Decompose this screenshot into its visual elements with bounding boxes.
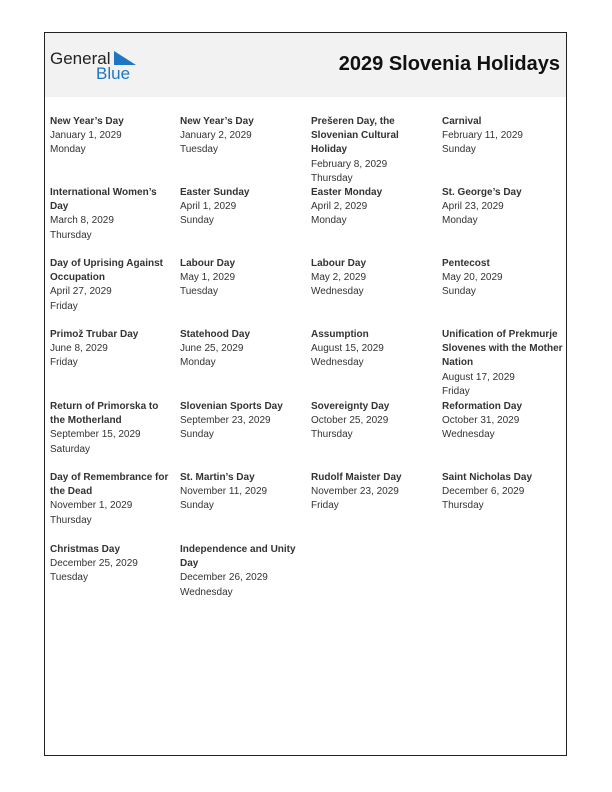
holiday-item [442, 115, 564, 158]
holiday-item [180, 543, 302, 600]
holiday-weekday: Wednesday [442, 429, 495, 441]
holiday-date: February 11, 2029 [442, 130, 523, 142]
holiday-item [442, 471, 564, 514]
holiday-date: May 20, 2029 [442, 272, 503, 284]
holiday-weekday: Monday [50, 144, 86, 156]
holiday-date: April 27, 2029 [50, 286, 112, 298]
holiday-weekday: Tuesday [180, 144, 218, 156]
holiday-item [180, 471, 302, 514]
holiday-name: Statehood Day [180, 329, 251, 340]
holiday-item [442, 186, 564, 229]
holiday-weekday: Monday [311, 215, 347, 227]
holiday-weekday: Monday [180, 357, 216, 369]
holiday-name: Labour Day [311, 258, 367, 269]
holiday-weekday: Thursday [50, 514, 92, 526]
holiday-name: Slovenian Sports Day [180, 401, 283, 412]
holiday-date: January 1, 2029 [50, 130, 122, 142]
holiday-name: Carnival [442, 116, 482, 127]
holiday-weekday: Sunday [180, 215, 214, 227]
holiday-weekday: Sunday [180, 500, 214, 512]
holiday-weekday: Thursday [311, 429, 353, 441]
calendar-page [44, 32, 567, 756]
holiday-date: February 8, 2029 [311, 158, 388, 170]
holiday-name: Easter Monday [311, 187, 383, 198]
holiday-name: Saint Nicholas Day [442, 472, 533, 483]
brand-logo [50, 49, 150, 83]
holiday-item [50, 328, 172, 371]
holiday-item [311, 471, 433, 514]
holiday-date: November 11, 2029 [180, 486, 268, 498]
holiday-name: Assumption [311, 329, 369, 340]
holiday-weekday: Saturday [50, 443, 91, 455]
holiday-name: Unification of Prekmurje Slovenes with the Mother Nation [442, 329, 563, 369]
holiday-name: Primož Trubar Day [50, 329, 139, 340]
holiday-item [311, 115, 433, 186]
holiday-name: New Year’s Day [180, 116, 254, 127]
holiday-date: April 23, 2029 [442, 201, 504, 213]
holiday-weekday: Thursday [442, 500, 484, 512]
holiday-date: May 1, 2029 [180, 272, 236, 284]
holiday-date: September 23, 2029 [180, 415, 271, 427]
page-title: 2029 Slovenia Holidays [338, 53, 560, 75]
holiday-item [311, 328, 433, 371]
holiday-date: April 1, 2029 [180, 201, 237, 213]
holiday-date: August 15, 2029 [311, 343, 384, 355]
holiday-date: November 23, 2029 [311, 486, 399, 498]
holiday-date: December 25, 2029 [50, 558, 138, 570]
holiday-name: Easter Sunday [180, 187, 250, 198]
holiday-item [50, 400, 172, 457]
holiday-date: January 2, 2029 [180, 130, 252, 142]
holiday-name: St. George’s Day [442, 187, 522, 198]
logo-text-blue: Blue [96, 64, 131, 83]
holiday-item [180, 115, 302, 158]
holiday-name: Sovereignty Day [311, 401, 390, 412]
holiday-name: Pentecost [442, 258, 490, 269]
holiday-weekday: Friday [442, 385, 470, 397]
holiday-weekday: Thursday [50, 229, 92, 241]
holiday-name: Day of Remembrance for the Dead [50, 472, 169, 498]
holiday-name: Rudolf Maister Day [311, 472, 402, 483]
holiday-item [180, 400, 302, 443]
holiday-weekday: Sunday [442, 144, 476, 156]
holiday-date: August 17, 2029 [442, 371, 515, 383]
holiday-weekday: Friday [50, 357, 78, 369]
logo-text-general: General [50, 49, 111, 68]
holiday-date: April 2, 2029 [311, 201, 368, 213]
holiday-date: June 25, 2029 [180, 343, 244, 355]
holiday-date: December 6, 2029 [442, 486, 525, 498]
holiday-name: Day of Uprising Against Occupation [50, 258, 163, 284]
holiday-weekday: Friday [50, 300, 78, 312]
holiday-item [180, 328, 302, 371]
holiday-weekday: Tuesday [180, 286, 218, 298]
holiday-weekday: Thursday [311, 172, 353, 184]
holiday-date: December 26, 2029 [180, 572, 268, 584]
holiday-date: March 8, 2029 [50, 215, 114, 227]
holiday-name: Reformation Day [442, 401, 523, 412]
holiday-name: Christmas Day [50, 544, 121, 555]
holiday-name: New Year’s Day [50, 116, 124, 127]
holiday-item [50, 186, 172, 243]
holiday-item [311, 400, 433, 443]
holiday-item [50, 471, 172, 528]
holiday-item [180, 186, 302, 229]
holiday-item [50, 115, 172, 158]
holiday-name: International Women’s Day [50, 187, 157, 213]
holiday-weekday: Monday [442, 215, 478, 227]
holiday-name: Independence and Unity Day [180, 544, 296, 570]
holiday-name: Labour Day [180, 258, 236, 269]
holiday-name: Prešeren Day, the Slovenian Cultural Holiday [311, 116, 399, 156]
holiday-item [50, 543, 172, 586]
holiday-date: May 2, 2029 [311, 272, 367, 284]
holiday-date: October 25, 2029 [311, 415, 389, 427]
holiday-item [442, 257, 564, 300]
page-header [45, 33, 566, 97]
holiday-item [180, 257, 302, 300]
holiday-weekday: Friday [311, 500, 339, 512]
holiday-item [311, 186, 433, 229]
holiday-weekday: Wednesday [311, 286, 364, 298]
holiday-weekday: Wednesday [311, 357, 364, 369]
holiday-name: St. Martin’s Day [180, 472, 255, 483]
holiday-weekday: Sunday [180, 429, 214, 441]
holiday-item [442, 328, 564, 399]
holiday-date: November 1, 2029 [50, 500, 133, 512]
holiday-weekday: Tuesday [50, 572, 88, 584]
holiday-date: September 15, 2029 [50, 429, 141, 441]
holiday-item [311, 257, 433, 300]
holiday-name: Return of Primorska to the Motherland [50, 401, 159, 427]
holiday-weekday: Sunday [442, 286, 476, 298]
holiday-date: June 8, 2029 [50, 343, 108, 355]
holiday-date: October 31, 2029 [442, 415, 520, 427]
holiday-item [442, 400, 564, 443]
holiday-item [50, 257, 172, 314]
holiday-weekday: Wednesday [180, 586, 233, 598]
